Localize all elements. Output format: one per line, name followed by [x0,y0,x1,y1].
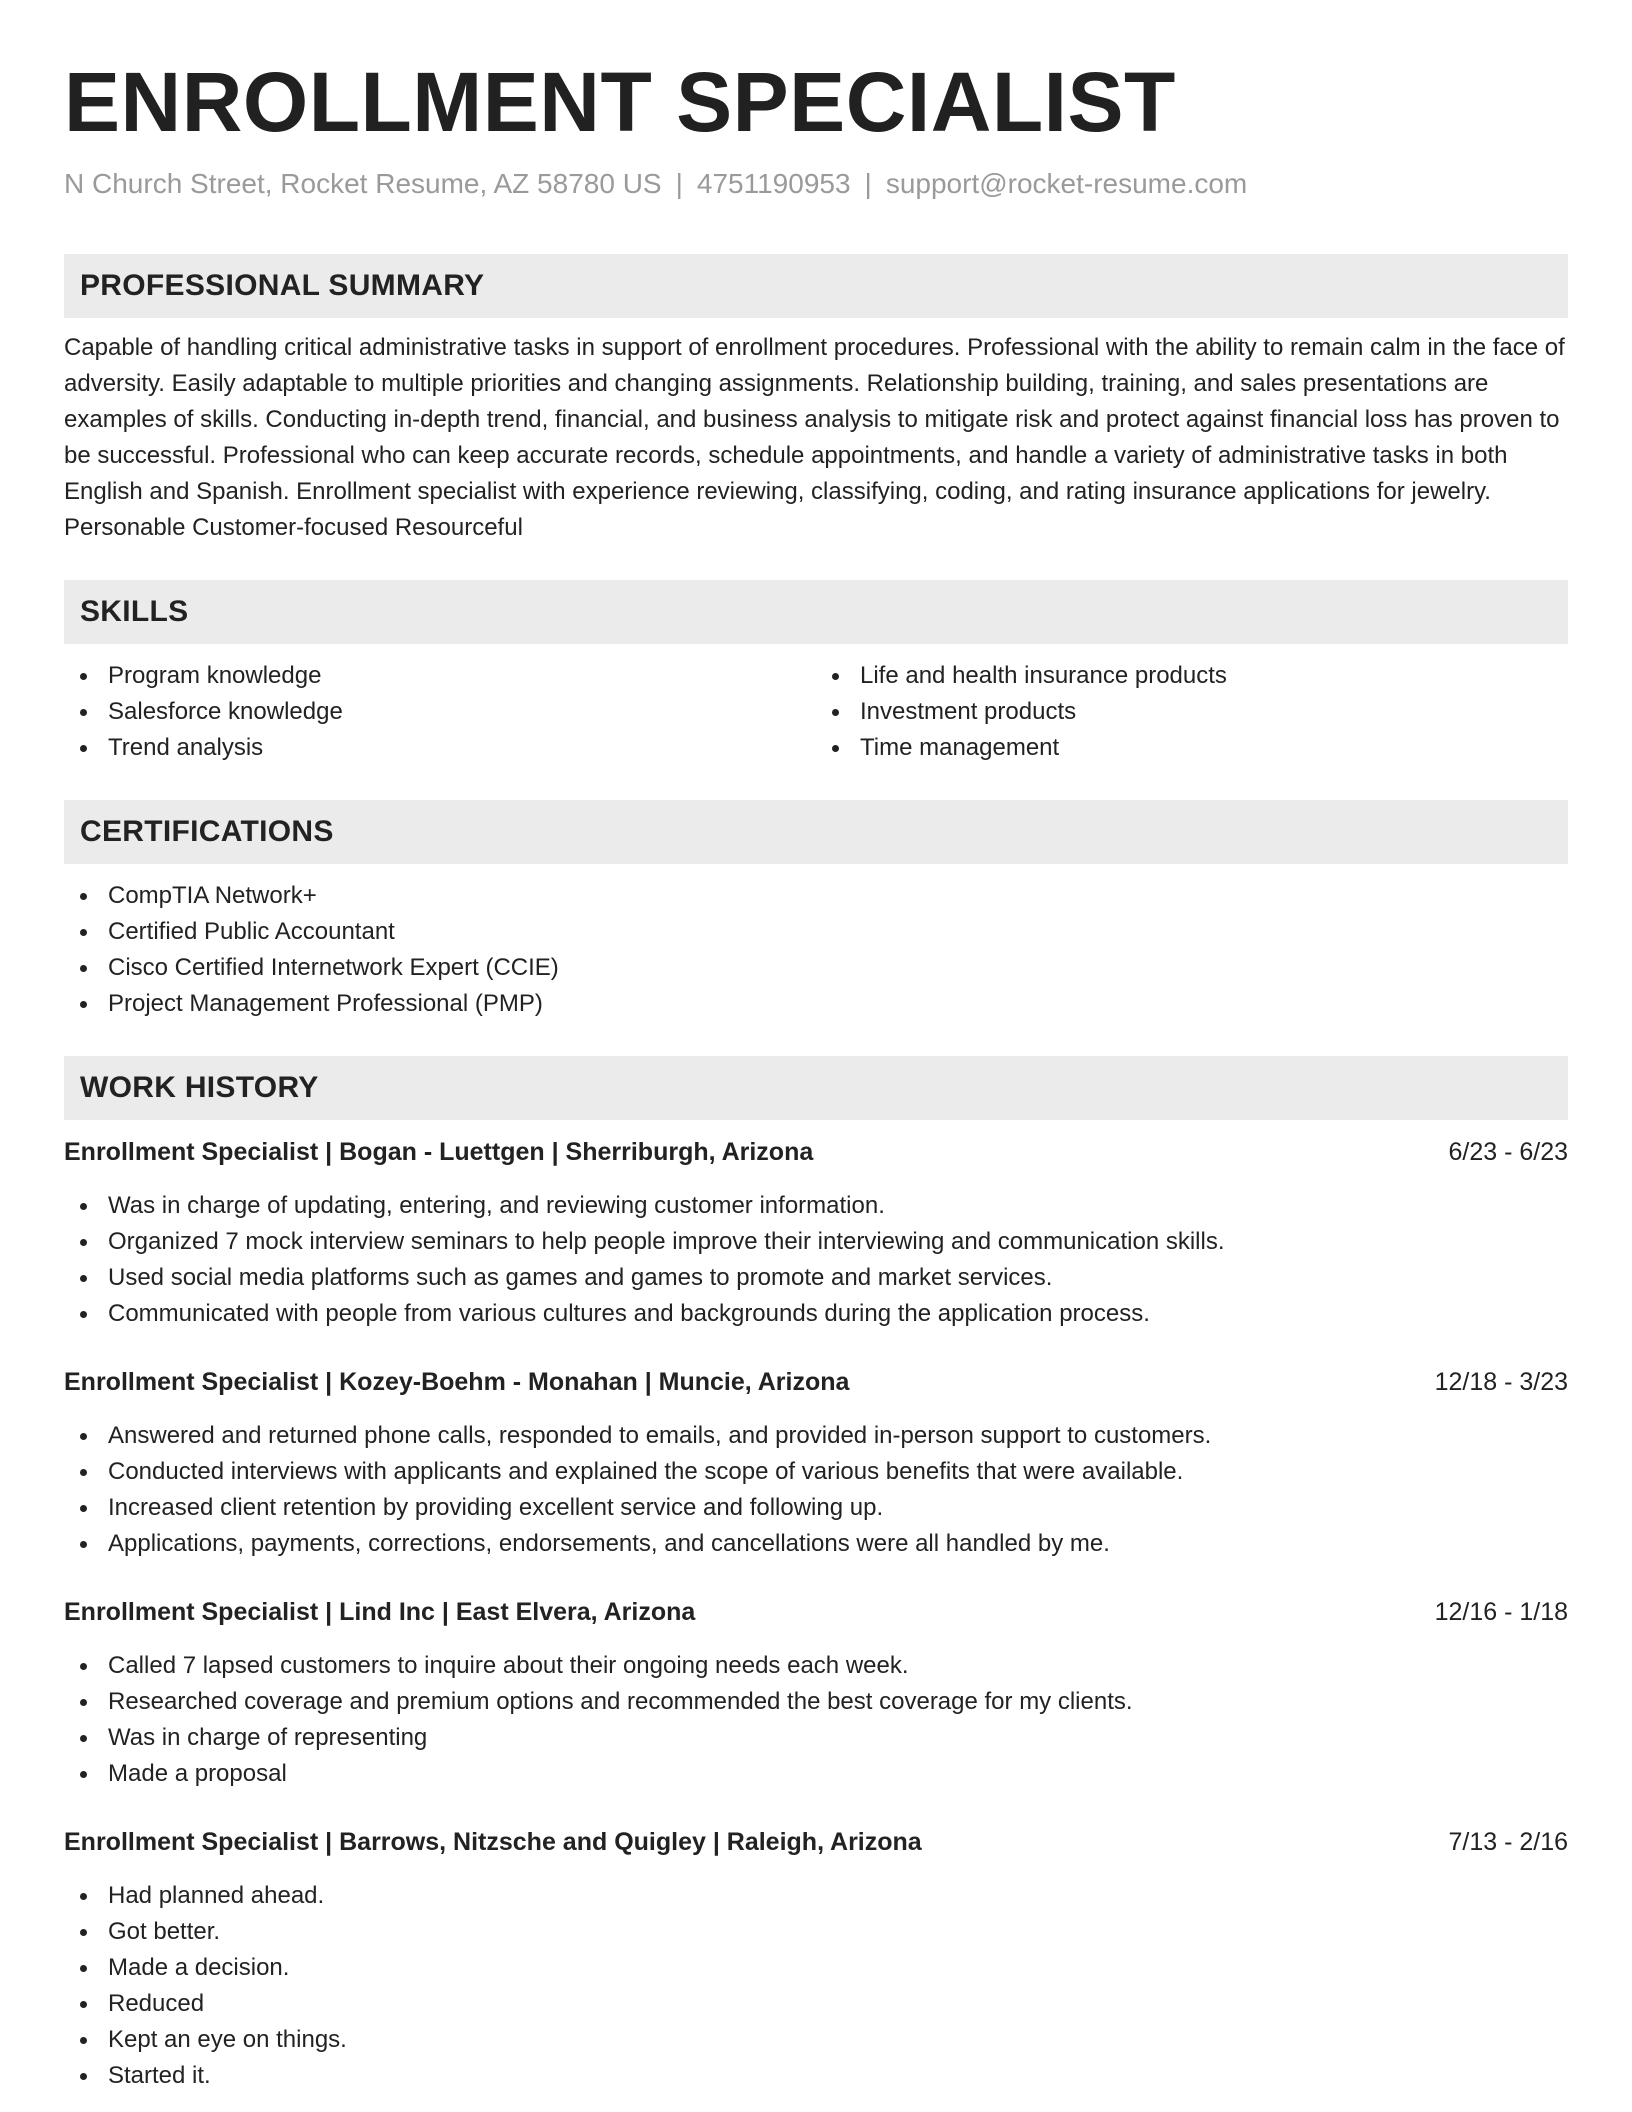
skills-column-left [64,658,816,766]
section-heading-work-history: WORK HISTORY [64,1056,1568,1120]
job-bullet: Was in charge of representing [64,1720,1568,1756]
certification-item: CompTIA Network+ [64,878,1568,914]
job-bullet: Researched coverage and premium options and recommended the best coverage for my clients. [64,1684,1568,1720]
job-dates: 6/23 - 6/23 [1448,1138,1568,1166]
job-bullet: Made a decision. [64,1950,1568,1986]
job-bullet: Made a proposal [64,1756,1568,1792]
skill-item: Salesforce knowledge [64,694,816,730]
certification-item: Cisco Certified Internetwork Expert (CCIE) [64,950,1568,986]
job-bullets [64,1878,1568,2094]
skill-item: Life and health insurance products [816,658,1568,694]
job-bullet: Conducted interviews with applicants and explained the scope of various benefits that were available. [64,1454,1568,1490]
job-bullets [64,1418,1568,1562]
contact-phone: 4751190953 [696,168,851,199]
section-heading-certifications: CERTIFICATIONS [64,800,1568,864]
skill-item: Trend analysis [64,730,816,766]
job-header [64,1364,1568,1400]
summary-text: Capable of handling critical administrative tasks in support of enrollment procedures. Professional with the ability to remain calm in the face of adversity. Easily adaptable to multiple priorities and changing assignments. Relationship building, training, and sales presentations are examples of skills. Conducting in-depth trend, financial, and business analysis to mitigate risk and protect against financial loss has proven to be successful. Professional who can keep accurate records, schedule appointments, and handle a variety of administrative tasks in both English and Spanish. Enrollment specialist with experience reviewing, classifying, coding, and rating insurance applications for jewelry. Personable Customer-focused Resourceful [64,334,1565,541]
section-heading-skills: SKILLS [64,580,1568,644]
certification-item: Project Management Professional (PMP) [64,986,1568,1022]
job-header [64,1594,1568,1630]
skill-item: Program knowledge [64,658,816,694]
job-entry [64,1134,1568,1332]
contact-email: support@rocket-resume.com [885,168,1248,199]
skills-list [64,658,1568,766]
job-header [64,1824,1568,1860]
job-bullet: Applications, payments, corrections, endorsements, and cancellations were all handled by me. [64,1526,1568,1562]
job-bullet: Answered and returned phone calls, responded to emails, and provided in-person support to customers. [64,1418,1568,1454]
job-bullets [64,1188,1568,1332]
job-header [64,1134,1568,1170]
job-bullet: Communicated with people from various cultures and backgrounds during the application process. [64,1296,1568,1332]
job-title: Enrollment Specialist | Lind Inc | East Elvera, Arizona [64,1598,696,1626]
job-bullet: Organized 7 mock interview seminars to help people improve their interviewing and communication skills. [64,1224,1568,1260]
job-bullet: Used social media platforms such as games and games to promote and market services. [64,1260,1568,1296]
job-bullet: Called 7 lapsed customers to inquire about their ongoing needs each week. [64,1648,1568,1684]
job-title: Enrollment Specialist | Bogan - Luettgen | Sherriburgh, Arizona [64,1138,814,1166]
contact-separator: | [675,168,683,199]
job-entry [64,1824,1568,2094]
job-bullet: Started it. [64,2058,1568,2094]
job-bullet: Increased client retention by providing excellent service and following up. [64,1490,1568,1526]
contact-address: N Church Street, Rocket Resume, AZ 58780 US [64,168,662,199]
job-dates: 12/18 - 3/23 [1434,1368,1568,1396]
certification-item: Certified Public Accountant [64,914,1568,950]
job-entry [64,1594,1568,1792]
resume-name: ENROLLMENT SPECIALIST [64,55,1176,149]
contact-line [64,166,1568,202]
job-bullet: Had planned ahead. [64,1878,1568,1914]
job-bullet: Kept an eye on things. [64,2022,1568,2058]
job-bullets [64,1648,1568,1792]
job-entry [64,1364,1568,1562]
job-dates: 12/16 - 1/18 [1434,1598,1568,1626]
job-dates: 7/13 - 2/16 [1448,1828,1568,1856]
job-title: Enrollment Specialist | Barrows, Nitzsche and Quigley | Raleigh, Arizona [64,1828,922,1856]
job-bullet: Was in charge of updating, entering, and reviewing customer information. [64,1188,1568,1224]
job-bullet: Reduced [64,1986,1568,2022]
job-title: Enrollment Specialist | Kozey-Boehm - Monahan | Muncie, Arizona [64,1368,850,1396]
section-heading-summary: PROFESSIONAL SUMMARY [64,254,1568,318]
contact-separator: | [864,168,872,199]
job-bullet: Got better. [64,1914,1568,1950]
skill-item: Investment products [816,694,1568,730]
skills-column-right [816,658,1568,766]
skill-item: Time management [816,730,1568,766]
certifications-list [64,878,1568,1022]
